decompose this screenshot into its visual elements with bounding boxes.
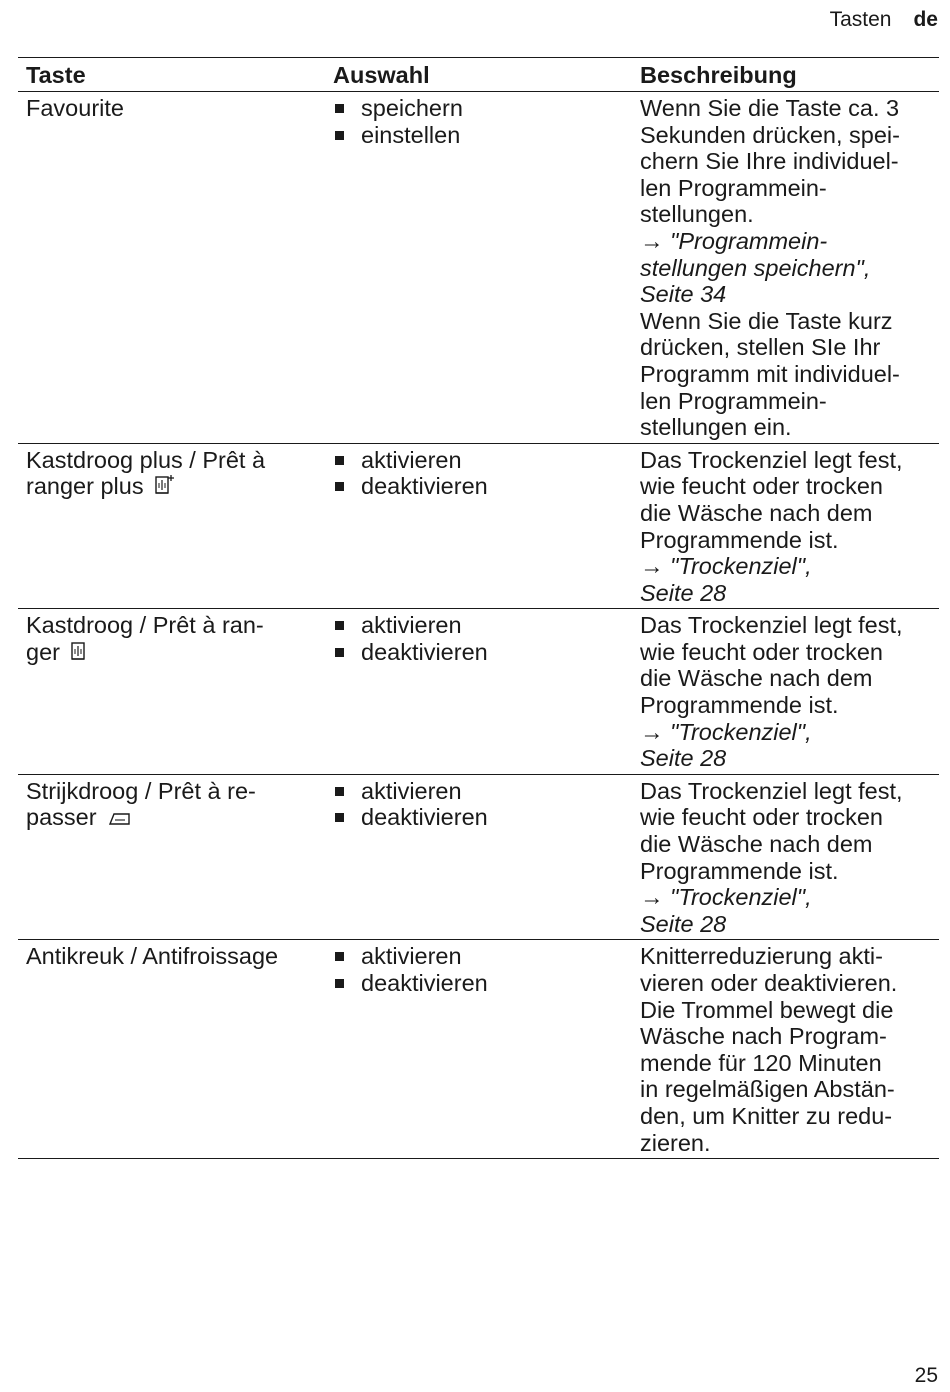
keys-table <box>18 57 939 1159</box>
cross-reference: → "Trockenziel", <box>640 553 812 580</box>
option-item: speichern <box>333 95 626 122</box>
key-name-cell <box>18 92 325 444</box>
cupboard-dry-icon <box>70 640 86 668</box>
table-row <box>18 92 939 444</box>
cross-reference: → "Trockenziel", <box>640 718 812 745</box>
bullet-square-icon <box>335 979 344 988</box>
option-item: aktivieren <box>333 778 626 805</box>
key-name: passer <box>26 804 97 831</box>
table-row <box>18 609 939 775</box>
key-name: Kastdroog plus / Prêt à <box>26 446 266 473</box>
language-code: de <box>913 8 938 31</box>
options-cell <box>325 940 632 1159</box>
key-name-cell <box>18 940 325 1159</box>
key-name: Strijkdroog / Prêt à re- <box>26 777 256 804</box>
key-name: Kastdroog / Prêt à ran- <box>26 612 264 639</box>
iron-dry-icon <box>107 806 133 833</box>
options-cell <box>325 443 632 609</box>
bullet-square-icon <box>335 813 344 822</box>
key-name: ger <box>26 638 60 665</box>
option-item: aktivieren <box>333 612 626 639</box>
option-item: aktivieren <box>333 447 626 474</box>
cross-reference: → "Programmein- <box>640 227 828 254</box>
option-item: deaktivieren <box>333 639 626 666</box>
cross-reference: → "Trockenziel", <box>640 884 812 911</box>
bullet-square-icon <box>335 787 344 796</box>
cross-reference-page: Seite 28 <box>640 579 727 606</box>
cross-reference: stellungen speichern", <box>640 254 871 281</box>
description-cell: Das Trockenziel legt fest, wie feucht oder trocken die Wäsche nach dem Programmende ist. → "Trockenziel", Seite 28 <box>632 774 939 940</box>
column-header-taste: Taste <box>18 58 325 92</box>
running-header <box>830 8 938 32</box>
key-name-cell <box>18 609 325 775</box>
cross-reference-page: Seite 28 <box>640 745 727 772</box>
key-name: Favourite <box>26 95 124 121</box>
bullet-square-icon <box>335 456 344 465</box>
table-header-row <box>18 58 939 92</box>
description-cell: Das Trockenziel legt fest, wie feucht oder trocken die Wäsche nach dem Programmende ist. → "Trockenziel", Seite 28 <box>632 609 939 775</box>
options-cell <box>325 774 632 940</box>
bullet-square-icon <box>335 482 344 491</box>
table-row <box>18 940 939 1159</box>
option-item: deaktivieren <box>333 473 626 500</box>
option-item: aktivieren <box>333 943 626 970</box>
description-cell: Knitterreduzierung akti- vieren oder deaktivieren. Die Trommel bewegt die Wäsche nach Program- mende für 120 Minuten in regelmäßigen Abstän- den, um Knitter zu redu- zieren. <box>632 940 939 1159</box>
table-row <box>18 443 939 609</box>
options-cell <box>325 92 632 444</box>
description-cell: Das Trockenziel legt fest, wie feucht oder trocken die Wäsche nach dem Programmende ist. → "Trockenziel", Seite 28 <box>632 443 939 609</box>
section-title: Tasten <box>829 8 892 31</box>
key-name-cell <box>18 774 325 940</box>
bullet-square-icon <box>335 621 344 630</box>
bullet-square-icon <box>335 648 344 657</box>
cross-reference-page: Seite 34 <box>640 281 727 308</box>
option-item: deaktivieren <box>333 804 626 831</box>
cross-reference-page: Seite 28 <box>640 910 727 937</box>
column-header-auswahl: Auswahl <box>325 58 632 92</box>
column-header-beschreibung: Beschreibung <box>632 58 939 92</box>
table-row <box>18 774 939 940</box>
cupboard-dry-plus-icon <box>154 474 174 502</box>
key-name: ranger plus <box>26 473 144 500</box>
key-name-cell <box>18 443 325 609</box>
options-cell <box>325 609 632 775</box>
option-item: einstellen <box>333 122 626 149</box>
page-number: 25 <box>914 1364 938 1387</box>
bullet-square-icon <box>335 131 344 140</box>
bullet-square-icon <box>335 952 344 961</box>
option-item: deaktivieren <box>333 970 626 997</box>
key-name: Antikreuk / Antifroissage <box>26 943 279 970</box>
description-cell: Wenn Sie die Taste ca. 3 Sekunden drücken, spei- chern Sie Ihre individuel- len Programmein- stellungen. → "Programmein- stellungen speichern", Seite 34 Wenn Sie die Taste kurz drücken, stellen SIe Ihr Programm mit individuel- len Programmein- stellungen ein. <box>632 92 939 444</box>
bullet-square-icon <box>335 104 344 113</box>
